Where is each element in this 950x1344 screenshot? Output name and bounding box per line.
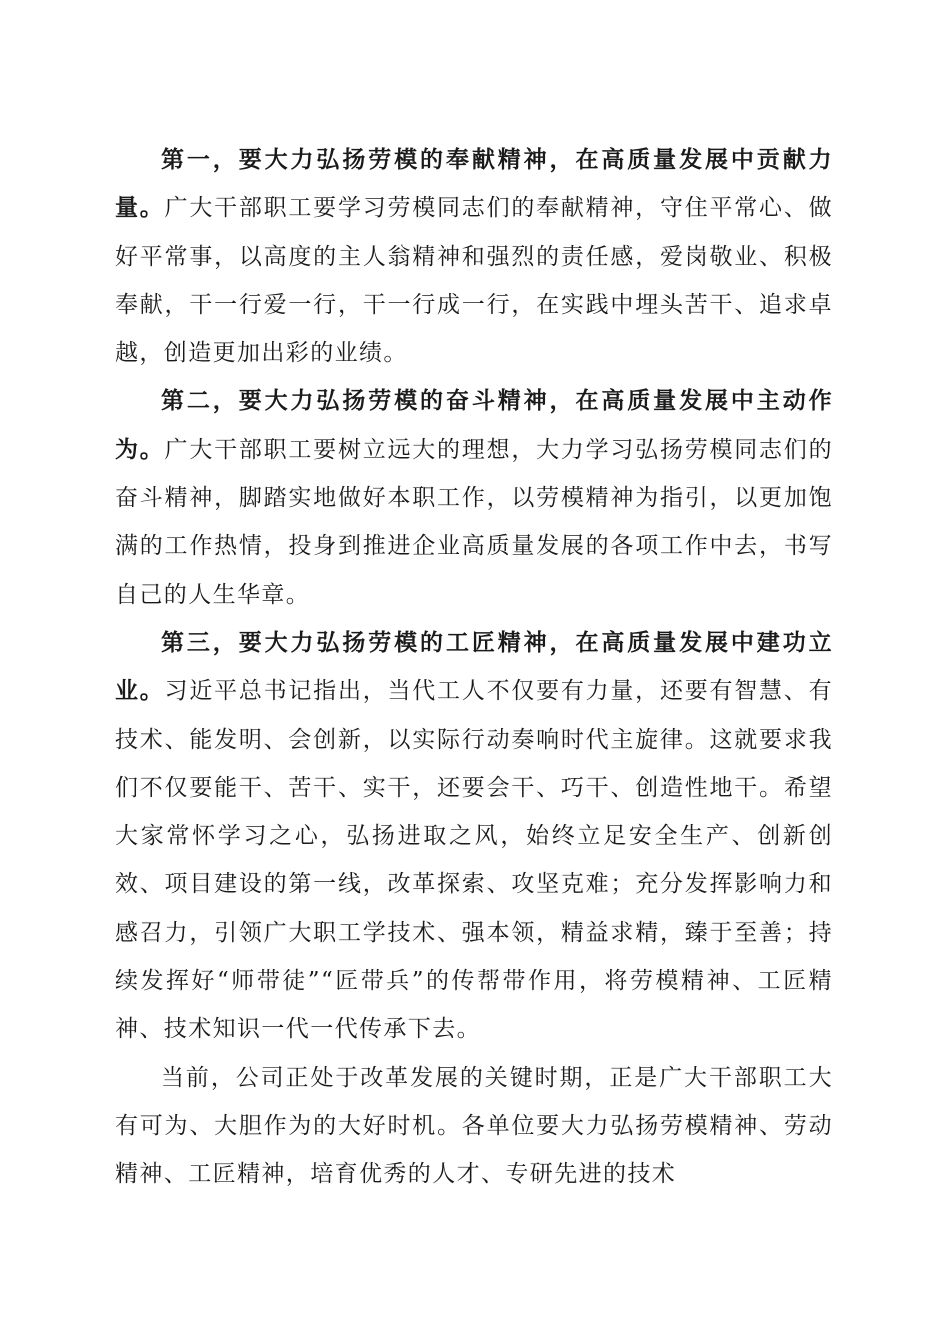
paragraph-3-body: 习近平总书记指出，当代工人不仅要有力量，还要有智慧、有技术、能发明、会创新，以实际行动奏响时代主旋律。这就要求我们不仅要能干、苦干、实干，还要会干、巧干、创造性地干。希望大家常怀学习之心，弘扬进取之风，始终立足安全生产、创新创效、项目建设的第一线，改革探索、攻坚克难；充分发挥影响力和感召力，引领广大职工学技术、强本领，精益求精，臻于至善；持续发挥好“师带徒”“匠带兵”的传帮带作用，将劳模精神、工匠精神、技术知识一代一代传承下去。 — [115, 678, 833, 1043]
paragraph-2-lead: 第二，要大力弘扬劳模的奋斗精神，在高质量发展中主动作为。 — [115, 387, 833, 463]
paragraph-4 — [115, 1054, 833, 1199]
paragraph-3-lead: 第三，要大力弘扬劳模的工匠精神，在高质量发展中建功立业。 — [115, 628, 833, 705]
paragraph-4-body: 当前，公司正处于改革发展的关键时期，正是广大干部职工大有可为、大胆作为的大好时机。各单位要大力弘扬劳模精神、劳动精神、工匠精神，培育优秀的人才、专研先进的技术 — [115, 1064, 833, 1188]
paragraph-3 — [115, 619, 833, 1054]
paragraph-2-body: 广大干部职工要树立远大的理想，大力学习弘扬劳模同志们的奋斗精神，脚踏实地做好本职工作，以劳模精神为指引，以更加饱满的工作热情，投身到推进企业高质量发展的各项工作中去，书写自己的人生华章。 — [115, 436, 833, 608]
paragraph-1-lead: 第一，要大力弘扬劳模的奉献精神，在高质量发展中贡献力量。 — [115, 146, 833, 222]
paragraph-1-body: 广大干部职工要学习劳模同志们的奉献精神，守住平常心、做好平常事，以高度的主人翁精神和强烈的责任感，爱岗敬业、积极奉献，干一行爱一行，干一行成一行，在实践中埋头苦干、追求卓越，创造更加出彩的业绩。 — [115, 195, 833, 367]
document-body — [115, 136, 833, 1199]
paragraph-1 — [115, 136, 833, 377]
paragraph-2 — [115, 377, 833, 618]
